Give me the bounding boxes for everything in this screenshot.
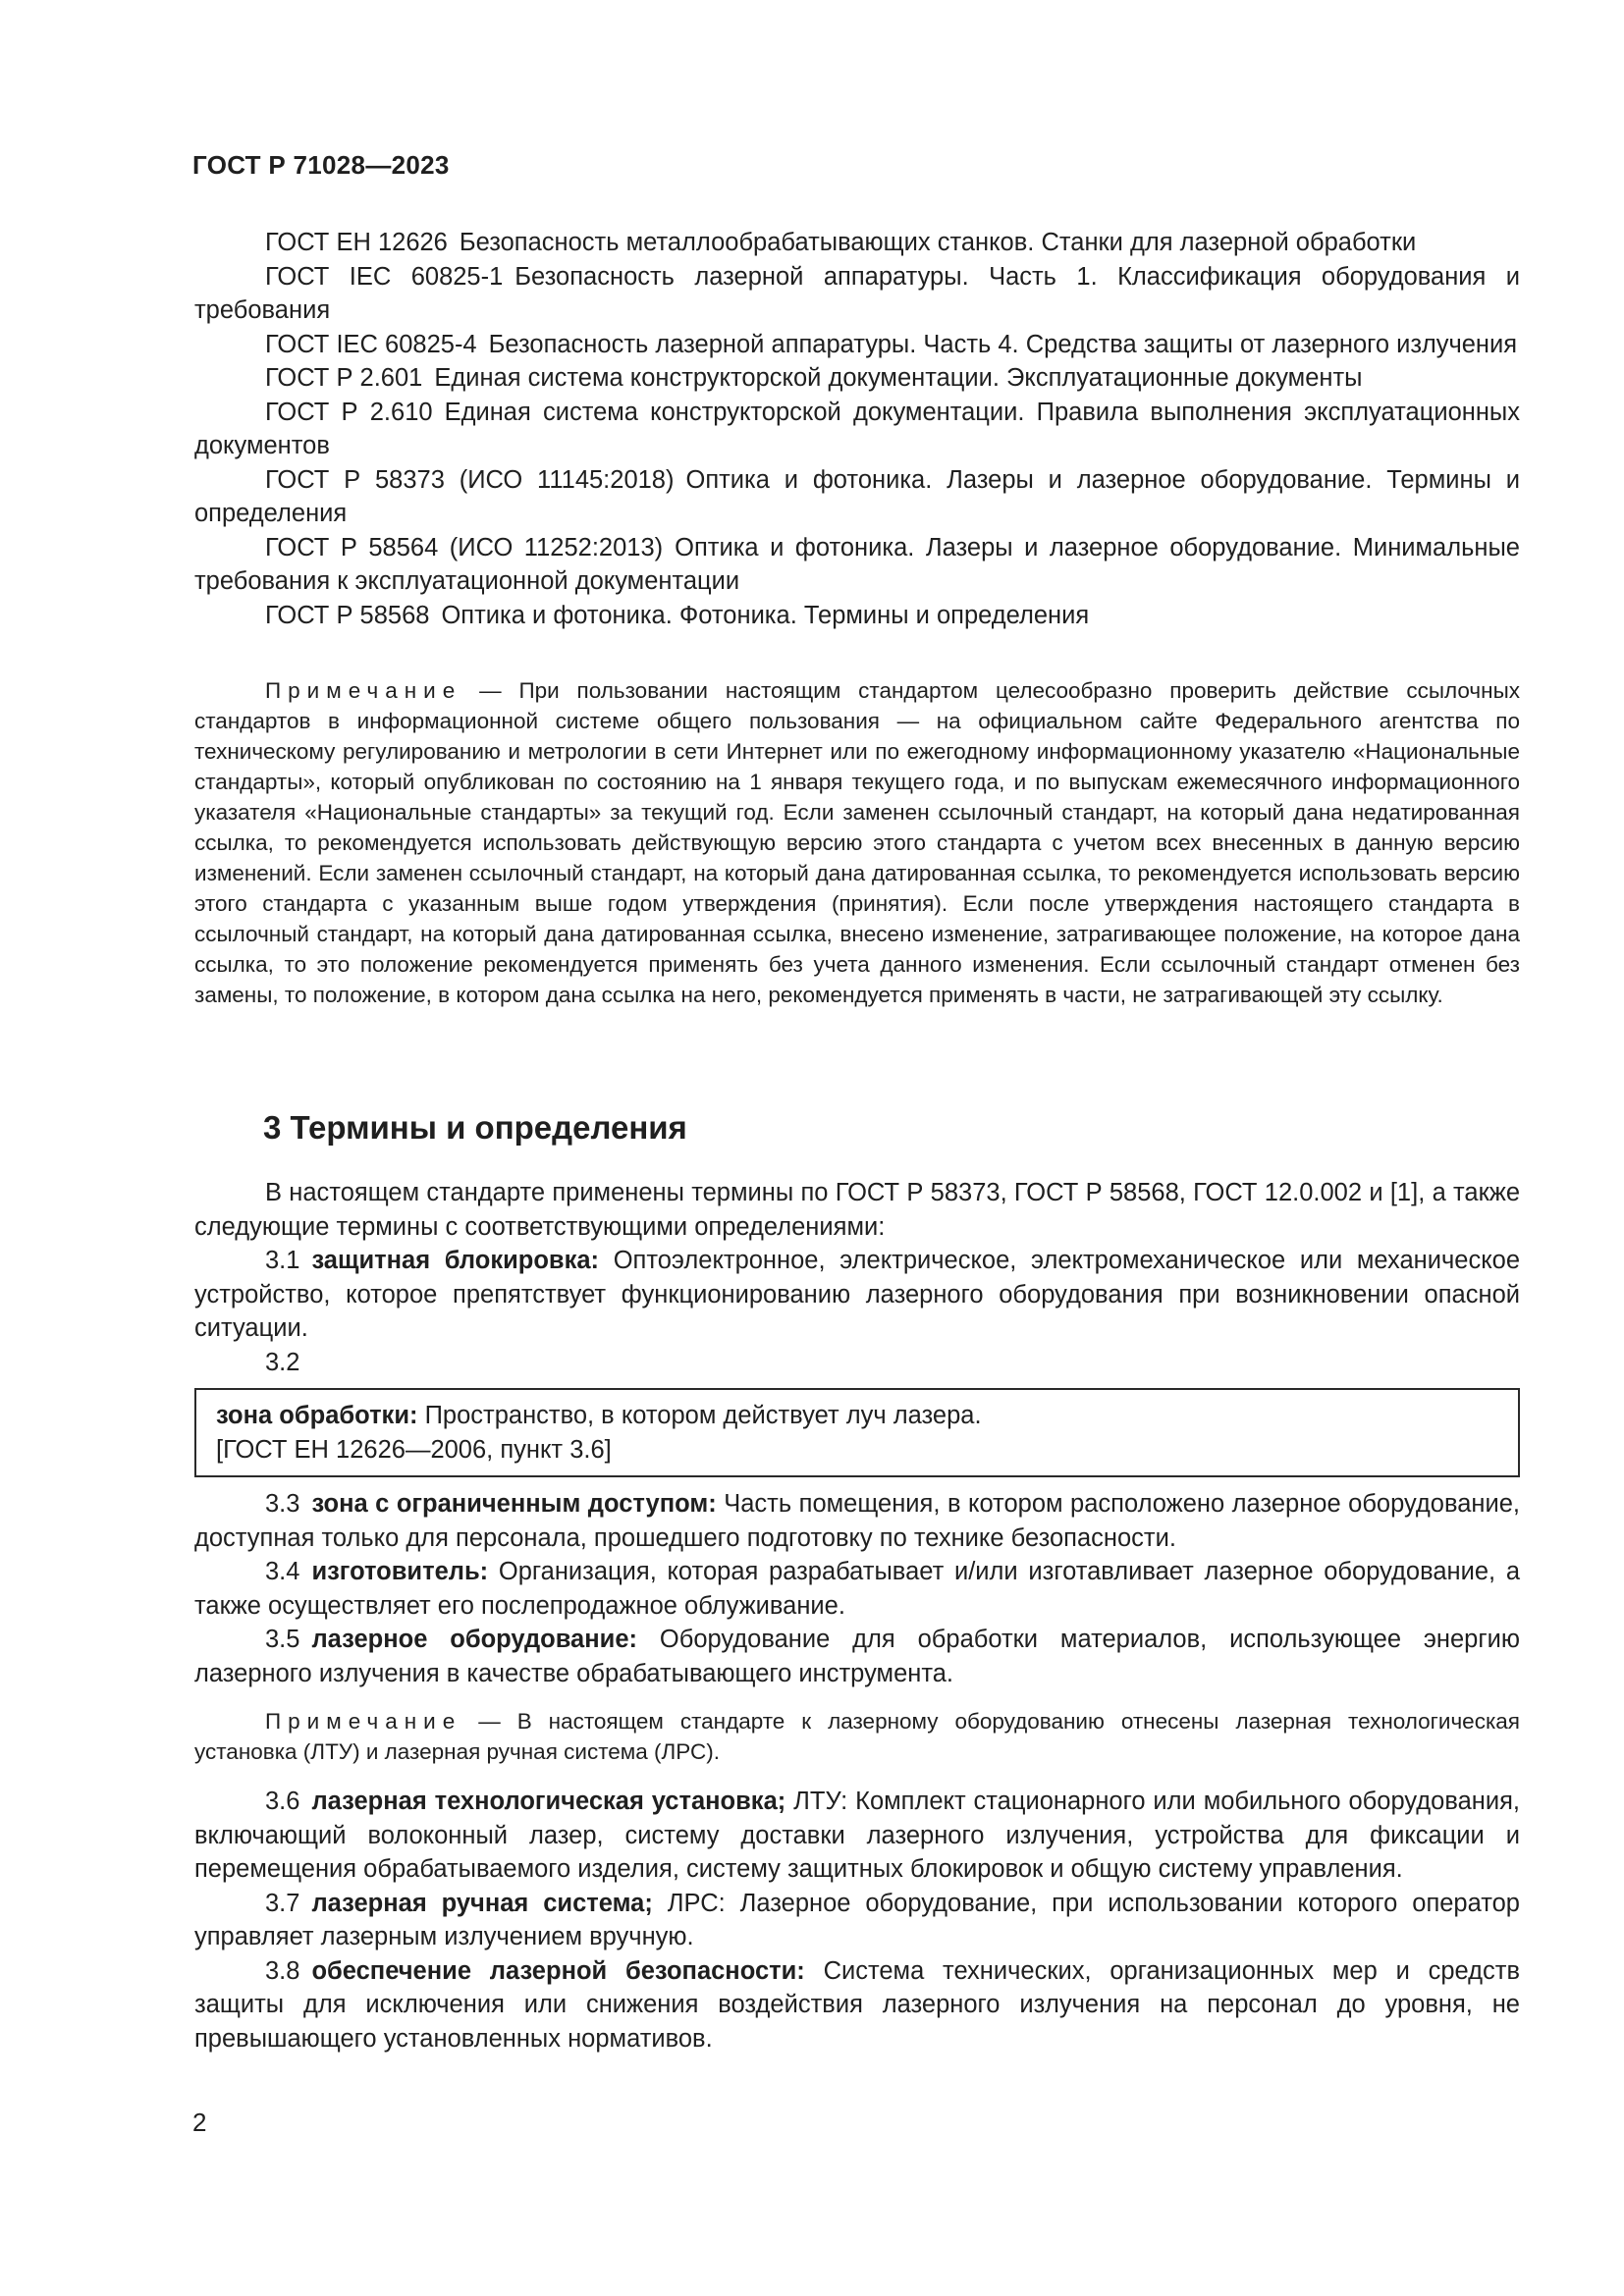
reference-item [194,396,1520,463]
term-definition: Система технических, организационных мер и средств защиты для исключения или снижения воздействия лазерного излучения на персонал до уровня, не превышающего установленных нормативов. [194,1956,1520,2053]
reference-code: ГОСТ Р 58568 [265,601,430,629]
reference-item [194,531,1520,599]
term-3-1 [194,1244,1520,1346]
reference-code: ГОСТ Р 58373 (ИСО 11145:2018) [265,465,675,494]
reference-title: Безопасность лазерной аппаратуры. Часть 4. Средства защиты от лазерного излучения [488,330,1518,358]
reference-code: ГОСТ IEC 60825-4 [265,330,477,358]
term-3-6 [194,1785,1520,1887]
term-3-7 [194,1887,1520,1954]
reference-item [194,328,1520,362]
term-definition: Организация, которая разрабатывает и/или изготавливает лазерное оборудование, а также осуществляет его послепродажное облуживание. [194,1558,1521,1620]
normative-references-list [194,226,1520,632]
term-name: изготовитель: [311,1558,489,1585]
note-label: Примечание [265,1709,462,1734]
term-name: лазерное оборудование: [311,1626,637,1653]
term-note [194,1706,1520,1767]
reference-title: Оптика и фотоника. Лазеры и лазерное оборудование. Термины и определения [194,465,1520,527]
page-number: 2 [192,2108,207,2137]
term-number: 3.8 [265,1956,300,1985]
reference-code: ГОСТ Р 2.610 [265,398,433,426]
term-3-2-number: 3.2 [265,1348,300,1376]
reference-code: ГОСТ Р 2.601 [265,364,423,392]
note-text: — В настоящем стандарте к лазерному оборудованию отнесены лазерная технологическая установка (ЛТУ) и лазерная ручная система (ЛРС). [194,1709,1520,1764]
term-definition: Часть помещения, в котором расположено лазерное оборудование, доступная только для персонала, прошедшего подготовку по технике безопасности. [194,1490,1521,1552]
term-name: зона с ограниченным доступом: [311,1490,717,1518]
note-text: — При пользовании настоящим стандартом целесообразно проверить действие ссылочных стандартов в информационной системе общего пользования — на официальном сайте Федерального агентства по техническому регулированию и метрологии в сети Интернет или по ежегодному информационному указателю «Национальные стандарты», который опубликован по состоянию на 1 января текущего года, и по выпускам ежемесячного информационного указателя «Национальные стандарты» за текущий год. Если заменен ссылочный стандарт, на который дана недатированная ссылка, то рекомендуется использовать действующую версию этого стандарта с учетом всех внесенных в данную версию изменений. Если заменен ссылочный стандарт, на который дана датированная ссылка, то рекомендуется использовать версию этого стандарта с указанным выше годом утверждения (принятия). Если после утверждения настоящего стандарта в ссылочный стандарт, на который дана датированная ссылка, внесено изменение, затрагивающее положение, на которое дана ссылка, то это положение рекомендуется применять без учета данного изменения. Если ссылочный стандарт отменен без замены, то положение, в котором дана ссылка на него, рекомендуется применять в части, не затрагивающей эту ссылку. [194,678,1520,1007]
term-name: зона обработки: [216,1402,418,1429]
term-3-2-box [194,1388,1520,1477]
reference-item [194,463,1520,531]
section-intro: В настоящем стандарте применены термины по ГОСТ Р 58373, ГОСТ Р 58568, ГОСТ 12.0.002 и [1], а также следующие термины с соответствующими определениями: [194,1179,1520,1241]
term-name: лазерная технологическая установка; [311,1788,786,1815]
reference-title: Единая система конструкторской документации. Эксплуатационные документы [434,364,1363,392]
term-definition: Оптоэлектронное, электрическое, электромеханическое или механическое устройство, которое препятствует функционированию лазерного оборудования при возникновении опасной ситуации. [194,1247,1521,1342]
terms-section-body [194,1176,1520,2056]
term-source: [ГОСТ ЕН 12626—2006, пункт 3.6] [216,1435,612,1464]
term-3-5 [194,1623,1520,1690]
term-3-4 [194,1555,1520,1623]
reference-title: Оптика и фотоника. Лазеры и лазерное оборудование. Минимальные требования к эксплуатационной документации [194,533,1520,595]
term-name: лазерная ручная система; [311,1889,653,1917]
term-definition: Пространство, в котором действует луч лазера. [424,1402,982,1429]
term-number: 3.7 [265,1889,300,1917]
section-title: 3 Термины и определения [263,1109,687,1146]
term-3-8 [194,1954,1520,2056]
reference-item [194,260,1520,328]
term-name: обеспечение лазерной безопасности: [311,1956,805,1985]
term-number: 3.5 [265,1626,300,1653]
term-definition: ЛТУ: Комплект стационарного или мобильного оборудования, включающий волоконный лазер, систему доставки лазерного излучения, устройства для фиксации и перемещения обрабатываемого изделия, систему защитных блокировок и общую систему управления. [194,1788,1520,1883]
term-number: 3.4 [265,1558,300,1585]
term-definition: Оборудование для обработки материалов, использующее энергию лазерного излучения в качестве обрабатывающего инструмента. [194,1626,1521,1687]
reference-title: Оптика и фотоника. Фотоника. Термины и определения [441,601,1090,629]
term-number: 3.3 [265,1490,300,1518]
reference-item [194,599,1520,633]
reference-code: ГОСТ IEC 60825-1 [265,262,504,291]
note-label: Примечание [265,678,462,703]
term-number: 3.6 [265,1788,300,1815]
reference-title: Безопасность лазерной аппаратуры. Часть 1. Классификация оборудования и требования [194,262,1520,324]
reference-code: ГОСТ Р 58564 (ИСО 11252:2013) [265,533,664,561]
reference-title: Единая система конструкторской документации. Правила выполнения эксплуатационных документов [194,398,1520,459]
term-3-3 [194,1487,1520,1555]
term-name: защитная блокировка: [311,1247,600,1274]
reference-item [194,361,1520,396]
reference-item [194,226,1520,260]
reference-code: ГОСТ ЕН 12626 [265,229,448,256]
term-definition: ЛРС: Лазерное оборудование, при использовании которого оператор управляет лазерным излучением вручную. [194,1889,1520,1950]
reference-title: Безопасность металлообрабатывающих станков. Станки для лазерной обработки [459,229,1417,256]
document-header: ГОСТ Р 71028—2023 [192,150,450,180]
references-note [194,675,1520,1010]
term-number: 3.1 [265,1247,300,1274]
